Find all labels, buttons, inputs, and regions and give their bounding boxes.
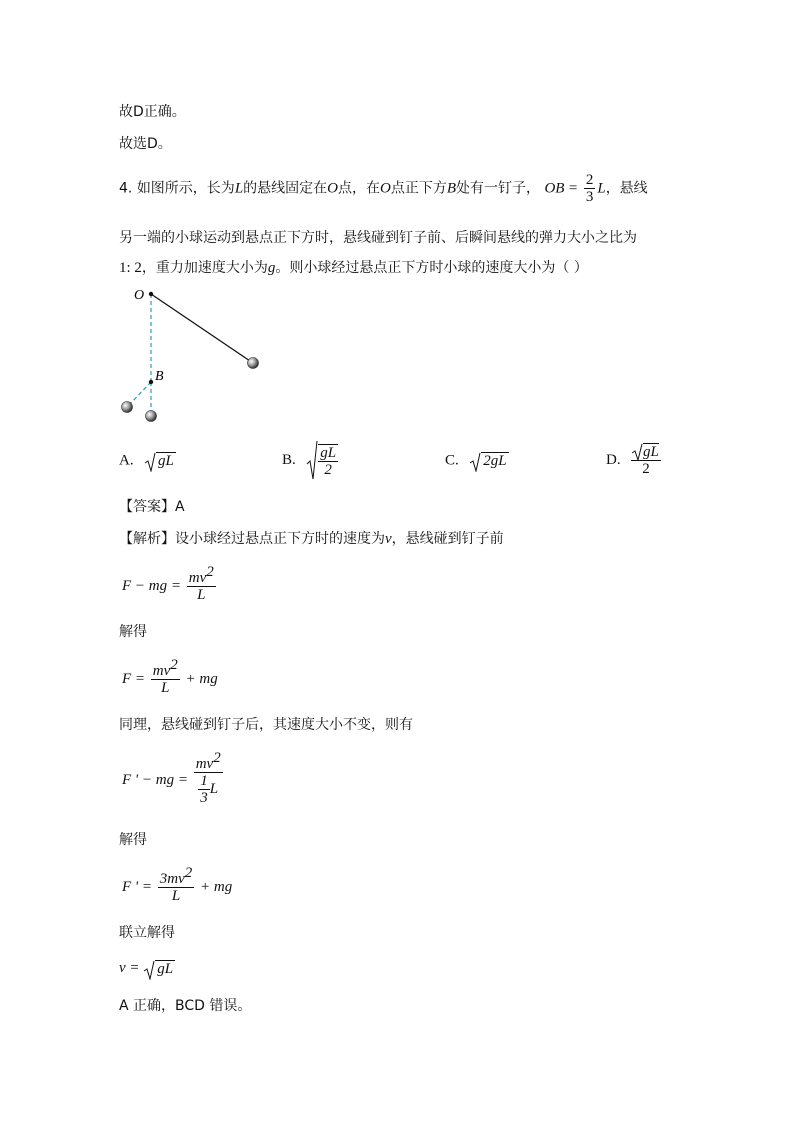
equation-2: [122, 659, 218, 699]
fraction-den: [194, 773, 223, 806]
fraction-num: [151, 657, 180, 680]
radicand: gL: [158, 453, 174, 469]
sqrt-expression: [143, 960, 175, 977]
exponent: 2: [206, 564, 214, 581]
option-letter: A.: [119, 452, 134, 469]
stem-text: 。则小球经过悬点正下方时小球的速度大小为（ ）: [275, 260, 588, 276]
option-letter: D.: [606, 452, 621, 468]
ball-left: [122, 402, 133, 413]
option-letter: B.: [282, 452, 296, 468]
fraction-num: [158, 865, 195, 888]
analysis-intro: [119, 531, 504, 547]
option-a[interactable]: [119, 452, 176, 469]
analysis-same-line: 同理，悬线碰到钉子后，其速度大小不变，则有: [119, 717, 413, 733]
equation-fraction: [187, 564, 216, 604]
text-line-d-correct: 故D正确。: [119, 104, 186, 120]
fraction-with-sqrt: [631, 444, 661, 477]
solve-label-2: 解得: [119, 832, 147, 848]
equation-left: F − mg =: [122, 578, 181, 594]
num-text: mv: [152, 663, 171, 680]
radicand: gL: [157, 961, 174, 978]
inner-fraction: [198, 773, 210, 806]
conclusion-line: A 正确，BCD 错误。: [119, 998, 252, 1014]
fraction-den: L: [197, 587, 206, 604]
stem-text: 的悬线固定在: [243, 180, 328, 197]
var-L: L: [209, 780, 219, 797]
fraction-den: L: [161, 680, 170, 697]
label-o: O: [134, 288, 145, 303]
sqrt-fraction: [306, 440, 340, 480]
option-c[interactable]: [445, 452, 509, 469]
option-letter: C.: [445, 452, 459, 469]
sqrt-expression: [144, 452, 176, 469]
question-stem-line2: 另一端的小球运动到悬点正下方时，悬线碰到钉子前、后瞬间悬线的弹力大小之比为: [119, 230, 637, 246]
exponent: 2: [184, 865, 193, 882]
analysis-text: 设小球经过悬点正下方时的速度为: [175, 531, 385, 547]
equation-3: [122, 749, 225, 808]
var-g: g: [267, 260, 276, 276]
equation-right: + mg: [200, 879, 233, 895]
pivot-point-o: [149, 292, 153, 296]
equation-fraction: [158, 865, 195, 905]
equation-1: [122, 566, 218, 606]
num-text: 3mv: [159, 871, 185, 888]
equation-left: F =: [122, 671, 146, 687]
pendulum-figure: [110, 280, 280, 430]
pendulum-string: [151, 294, 253, 363]
stem-text: 点正下方: [390, 180, 447, 197]
ball-bottom: [146, 411, 157, 422]
answer-line: [119, 499, 185, 515]
analysis-label: 【解析】: [119, 531, 175, 547]
exponent: 2: [170, 657, 178, 674]
var-L: L: [234, 180, 244, 197]
fraction-den: 2: [324, 461, 332, 478]
var-O: O: [327, 180, 338, 197]
equation-left: F ' =: [122, 879, 152, 895]
fraction-num: [187, 564, 216, 587]
var-O: O: [380, 180, 391, 197]
fraction-den: 2: [642, 460, 650, 477]
var-B: B: [446, 180, 457, 197]
answer-label: 【答案】: [119, 499, 175, 515]
option-b[interactable]: [282, 440, 340, 480]
label-b: B: [155, 369, 164, 384]
question-stem-line3: [119, 260, 588, 276]
equation-fraction: [194, 749, 223, 806]
var-OB: OB: [544, 180, 565, 197]
question-stem-line1: [119, 172, 648, 205]
stem-text: 点，在: [338, 180, 380, 197]
fraction: [318, 444, 338, 478]
text-line-choose-d: 故选D。: [119, 136, 172, 152]
option-d[interactable]: [606, 440, 663, 480]
ratio-value: 1: 2: [119, 260, 142, 276]
equation-4: [122, 867, 232, 907]
num-text: mv: [195, 755, 214, 772]
combine-label: 联立解得: [119, 925, 175, 941]
fraction-num: 2: [585, 172, 594, 188]
fraction-den: 3: [585, 189, 594, 205]
equation-5: [119, 960, 175, 977]
fraction-num: [194, 749, 223, 773]
equation-left: v =: [119, 960, 140, 976]
fraction-num: gL: [320, 444, 337, 461]
solve-label-1: 解得: [119, 624, 147, 640]
nail-point-b: [149, 380, 153, 384]
equals-sign: =: [568, 180, 578, 197]
inner-den: 3: [200, 789, 208, 806]
stem-text: 如图所示，长为: [136, 180, 235, 197]
equation-left: F ' − mg =: [122, 772, 188, 788]
question-number: 4.: [119, 180, 133, 197]
analysis-text: ，悬线碰到钉子前: [391, 531, 504, 547]
num-text: mv: [188, 570, 207, 587]
radicand: 2gL: [483, 453, 507, 469]
exponent: 2: [213, 749, 221, 766]
stem-text: ，悬线: [605, 180, 648, 197]
stem-text: ，重力加速度大小为: [141, 260, 268, 276]
radicand: gL: [643, 443, 659, 460]
equation-fraction: [151, 657, 180, 697]
answer-value: A: [175, 499, 185, 515]
var-v: v: [385, 531, 392, 547]
inner-num: 1: [200, 772, 208, 789]
equation-right: + mg: [185, 671, 218, 687]
ball-right: [248, 358, 259, 369]
stem-text: 处有一钉子，: [456, 180, 541, 197]
fraction-num: [631, 444, 661, 461]
fraction-two-thirds: [584, 172, 596, 205]
fraction-den: L: [171, 888, 181, 905]
sqrt-expression: [469, 452, 508, 469]
var-L: L: [597, 180, 606, 197]
